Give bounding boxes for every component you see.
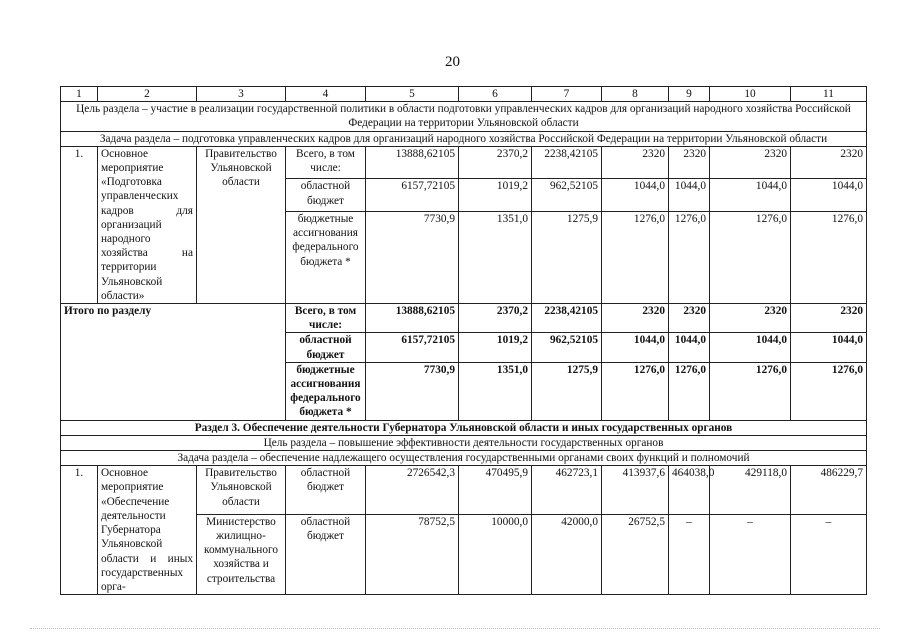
event-number: 1. [61,146,98,303]
value-cell: 1044,0 [791,179,867,212]
value-cell: 2238,42105 [532,304,602,333]
value-cell: – [791,514,867,594]
value-cell: 10000,0 [459,514,532,594]
value-cell: 2238,42105 [532,146,602,179]
col-number: 8 [602,87,669,102]
value-cell: 2320 [791,146,867,179]
value-cell: 962,52105 [532,179,602,212]
event-executor: Правительство Ульяновской области [197,466,286,515]
page-number: 20 [445,54,460,70]
value-cell: 2320 [791,304,867,333]
value-cell: 42000,0 [532,514,602,594]
value-cell: 1044,0 [669,179,710,212]
value-cell: 2320 [602,304,669,333]
value-cell: 1275,9 [532,212,602,304]
col-number: 7 [532,87,602,102]
col-number: 6 [459,87,532,102]
value-cell: 2370,2 [459,304,532,333]
section-goal: Цель раздела – участие в реализации государственной политики в области подготовки управленческих кадров для организаций народного хозяйства Российской Федерации на территории Ульяновской области [61,102,867,131]
column-number-row [61,87,867,102]
funding-source: Всего, в том числе: [286,146,366,179]
value-cell: 2320 [669,146,710,179]
value-cell: 1276,0 [669,212,710,304]
value-cell: 962,52105 [532,333,602,362]
value-cell: 6157,72105 [366,179,459,212]
total-label: Итого по разделу [61,304,286,421]
value-cell: – [669,514,710,594]
col-number: 10 [710,87,791,102]
event-executor: Министерство жилищно-коммунального хозяйства и строительства [197,514,286,594]
table-row [61,146,867,179]
value-cell: 1044,0 [602,179,669,212]
col-number: 5 [366,87,459,102]
value-cell: 26752,5 [602,514,669,594]
value-cell: 462723,1 [532,466,602,515]
col-number: 2 [98,87,197,102]
page-bottom-edge [30,628,880,631]
value-cell: 1044,0 [710,179,791,212]
section-title: Раздел 3. Обеспечение деятельности Губернатора Ульяновской области и иных государственных органов [61,420,867,435]
value-cell: 2370,2 [459,146,532,179]
value-cell: 2726542,3 [366,466,459,515]
value-cell: 470495,9 [459,466,532,515]
value-cell: 7730,9 [366,362,459,420]
value-cell: 78752,5 [366,514,459,594]
col-number: 11 [791,87,867,102]
value-cell: 2320 [710,146,791,179]
event-executor: Правительство Ульяновской области [197,146,286,303]
value-cell: 1276,0 [669,362,710,420]
funding-source: бюджетные ассигнования федерального бюджета * [286,212,366,304]
value-cell: 2320 [669,304,710,333]
funding-source: областной бюджет [286,179,366,212]
value-cell: 464038,0 [669,466,710,515]
col-number: 4 [286,87,366,102]
col-number: 1 [61,87,98,102]
funding-source: областной бюджет [286,466,366,515]
value-cell: – [710,514,791,594]
funding-source: областной бюджет [286,514,366,594]
value-cell: 429118,0 [710,466,791,515]
value-cell: 1044,0 [791,333,867,362]
value-cell: 13888,62105 [366,146,459,179]
value-cell: 1276,0 [710,212,791,304]
section-goal: Цель раздела – повышение эффективности деятельности государственных органов [61,435,867,450]
value-cell: 1275,9 [532,362,602,420]
event-number: 1. [61,466,98,595]
value-cell: 1044,0 [669,333,710,362]
value-cell: 1276,0 [602,212,669,304]
value-cell: 1044,0 [710,333,791,362]
value-cell: 1019,2 [459,179,532,212]
table-row [61,466,867,515]
value-cell: 1276,0 [791,212,867,304]
col-number: 9 [669,87,710,102]
section-task: Задача раздела – обеспечение надлежащего осуществления государственными органами своих функций и полномочий [61,451,867,466]
section-task: Задача раздела – подготовка управленческих кадров для организаций народного хозяйства Российской Федерации на территории Ульяновской области [61,131,867,146]
funding-source: бюджетные ассигнования федерального бюджета * [286,362,366,420]
value-cell: 7730,9 [366,212,459,304]
value-cell: 1351,0 [459,212,532,304]
budget-table [60,86,867,595]
value-cell: 2320 [602,146,669,179]
total-row [61,304,867,333]
value-cell: 6157,72105 [366,333,459,362]
value-cell: 1351,0 [459,362,532,420]
value-cell: 13888,62105 [366,304,459,333]
value-cell: 486229,7 [791,466,867,515]
value-cell: 1276,0 [710,362,791,420]
value-cell: 413937,6 [602,466,669,515]
funding-source: Всего, в том числе: [286,304,366,333]
event-name: Основное мероприятие «Обеспечение деятельности Губернатора Ульяновской области и иных государственных орга- [98,466,197,595]
value-cell: 2320 [710,304,791,333]
value-cell: 1019,2 [459,333,532,362]
funding-source: областной бюджет [286,333,366,362]
event-name: Основное мероприятие «Подготовка управленческих кадров для организаций народного хозяйства на территории Ульяновской области» [98,146,197,303]
value-cell: 1044,0 [602,333,669,362]
value-cell: 1276,0 [791,362,867,420]
col-number: 3 [197,87,286,102]
value-cell: 1276,0 [602,362,669,420]
